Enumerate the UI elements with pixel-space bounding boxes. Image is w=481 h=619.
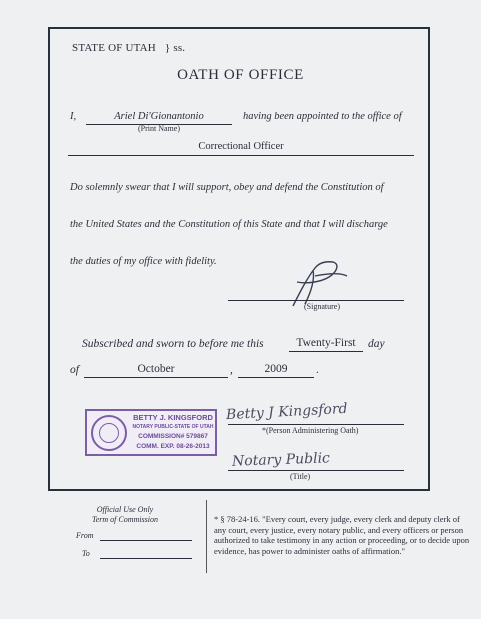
name-field: [86, 111, 232, 125]
title-line: [228, 469, 404, 471]
oath-line-1: Do solemnly swear that I will support, obey and defend the Constitution of: [70, 182, 384, 193]
subscribed-text: Subscribed and sworn to before me this: [82, 338, 264, 350]
from-label: From: [76, 531, 94, 540]
signature-line: [228, 299, 404, 301]
footer-divider: [206, 500, 207, 573]
notary-title-value: Notary Public: [231, 450, 331, 470]
administering-caption: *(Person Administering Oath): [262, 426, 359, 435]
term-label: Term of Commission: [92, 515, 158, 524]
page-title: OATH OF OFFICE: [177, 67, 304, 83]
oath-line-3: the duties of my office with fidelity.: [70, 256, 217, 267]
state-name: STATE OF UTAH: [72, 42, 156, 54]
stamp-commission: COMMISSION# 579867: [138, 433, 208, 440]
oath-line-2: the United States and the Constitution of this State and that I will discharge: [70, 219, 388, 230]
office-field: [68, 141, 414, 156]
official-use-label: Official Use Only: [96, 505, 154, 514]
print-name-caption: (Print Name): [138, 124, 180, 133]
print-name-value: Ariel Di'Gionantonio: [114, 111, 204, 122]
to-label: To: [82, 549, 90, 558]
stamp-expiration: COMM. EXP. 08-26-2013: [136, 443, 210, 450]
notary-stamp: [85, 409, 217, 456]
stamp-line-2: NOTARY PUBLIC-STATE OF UTAH: [132, 424, 214, 430]
notary-seal-icon: [91, 415, 127, 451]
office-value: Correctional Officer: [198, 141, 284, 152]
signature-caption: (Signature): [304, 302, 340, 311]
day-word: day: [368, 338, 385, 350]
notary-signature: Betty J Kingsford: [225, 400, 348, 424]
stamp-name: BETTY J. KINGSFORD: [133, 413, 213, 422]
administering-line: [228, 423, 404, 425]
statute-note: * § 78-24-16. "Every court, every judge, every clerk and deputy clerk of any court, every justice, every notary public, and every officers or person authorized to take testimony in any action or proceeding, or to decide upon evidence, has power to administer oaths of affirmation.": [214, 514, 470, 556]
from-field: [100, 539, 192, 541]
to-field: [100, 557, 192, 559]
appointed-text: having been appointed to the office of: [243, 111, 402, 122]
day-field: [289, 337, 363, 352]
date-period: .: [316, 364, 319, 376]
of-word: of: [70, 364, 79, 376]
state-heading: [72, 42, 185, 54]
year-field: [238, 363, 314, 378]
month-field: [84, 363, 228, 378]
day-value: Twenty-First: [296, 337, 356, 349]
ss-mark: } ss.: [164, 42, 186, 54]
month-value: October: [137, 363, 175, 375]
pronoun-i: I,: [70, 111, 77, 122]
year-value: 2009: [264, 363, 288, 375]
date-comma: ,: [230, 364, 233, 376]
title-caption: (Title): [290, 472, 311, 481]
